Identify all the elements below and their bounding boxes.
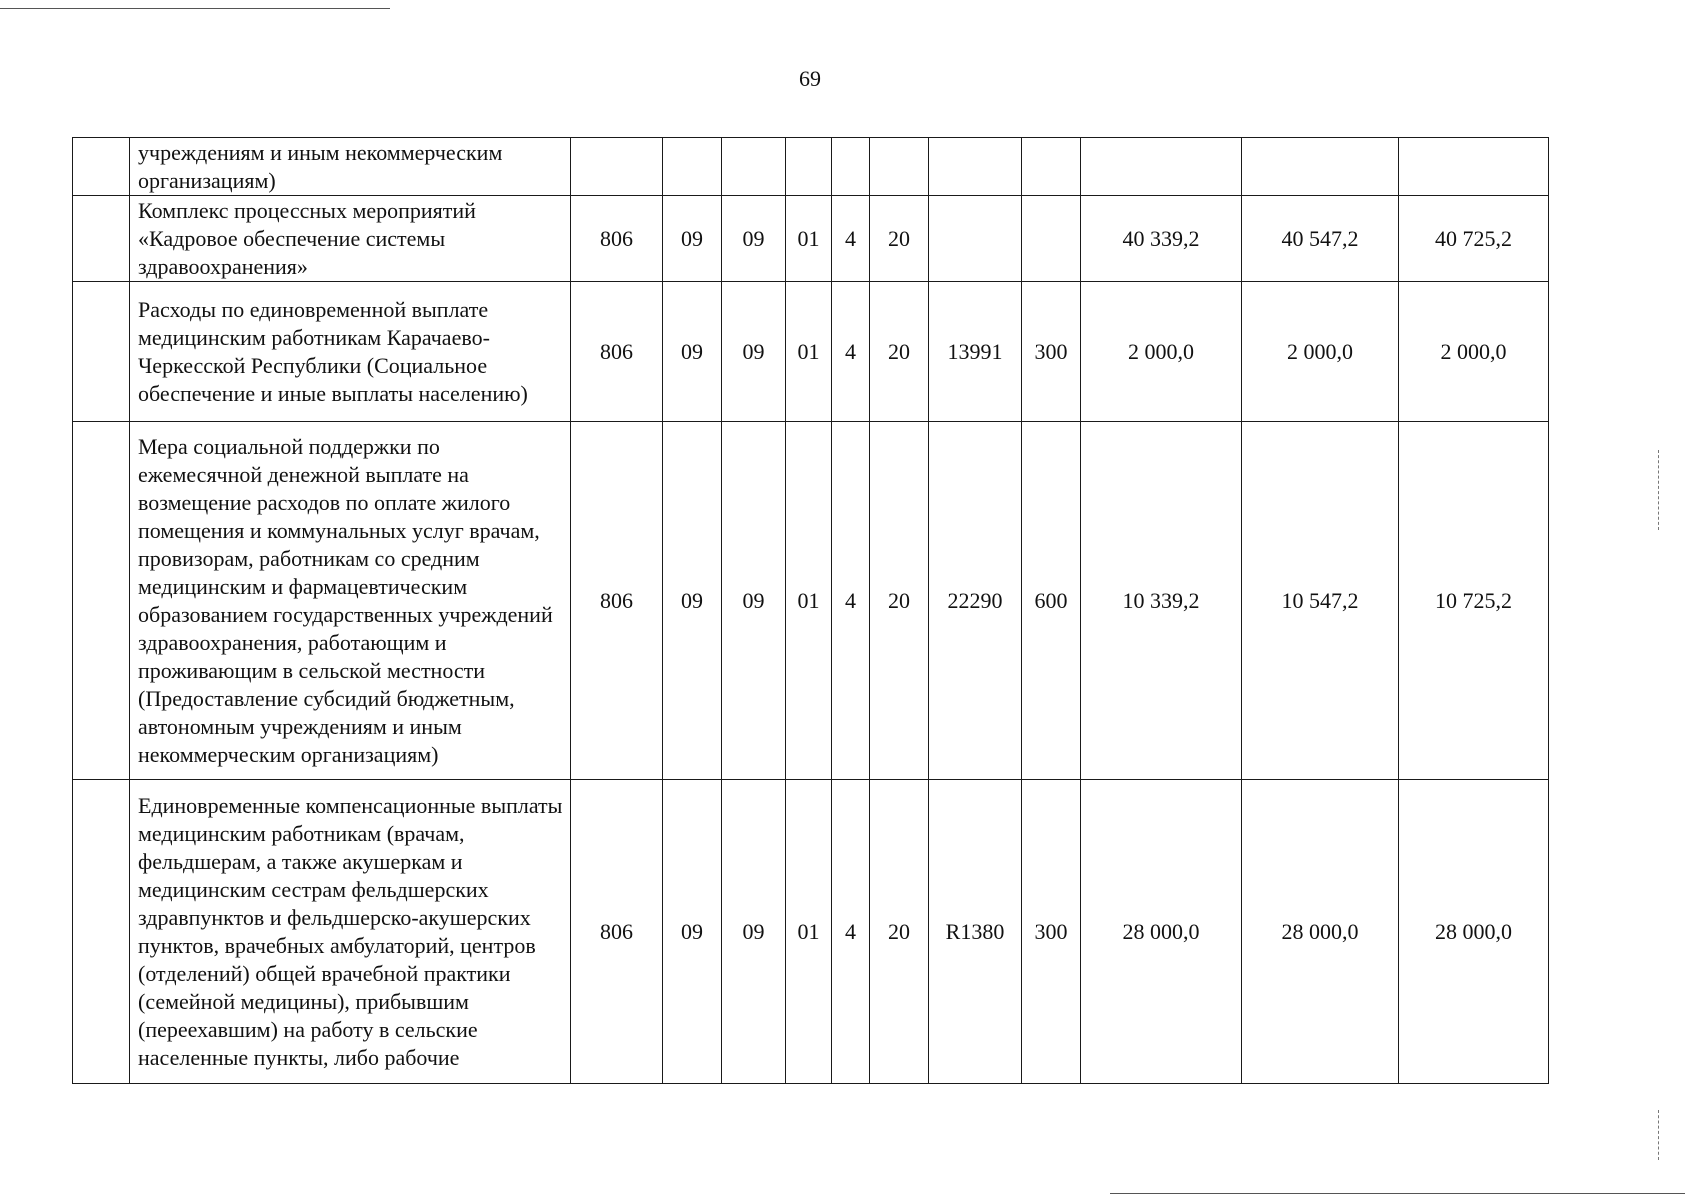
amount-year-2: 10 547,2 <box>1242 422 1399 780</box>
amount-year-1 <box>1081 138 1242 196</box>
code-type <box>832 138 870 196</box>
scan-mark-right-lower <box>1658 1110 1659 1160</box>
row-number-cell <box>73 422 130 780</box>
row-description: Единовременные компенсационные выплаты медицинским работникам (врачам, фельдшерам, а также акушеркам и медицинским сестрам фельдшерских здравпунктов и фельдшерско-акушерских пунктов, врачебных амбулаторий, центров (отделений) общей врачебной практики (семейной медицины), прибывшим (переехавшим) на работу в сельские населенные пункты, либо рабочие <box>130 780 571 1084</box>
table-row <box>73 196 1549 282</box>
amount-year-3 <box>1399 138 1549 196</box>
page-number: 69 <box>799 66 821 91</box>
row-number-cell <box>73 780 130 1084</box>
code-gov: 806 <box>571 422 663 780</box>
table-body <box>73 138 1549 1084</box>
table-row <box>73 138 1549 196</box>
code-direction <box>929 138 1022 196</box>
code-program: 01 <box>786 282 832 422</box>
row-number-cell <box>73 138 130 196</box>
code-section <box>663 138 722 196</box>
row-number-cell <box>73 196 130 282</box>
code-type: 4 <box>832 422 870 780</box>
amount-year-3: 10 725,2 <box>1399 422 1549 780</box>
code-section: 09 <box>663 422 722 780</box>
code-subsection: 09 <box>722 780 786 1084</box>
code-subsection: 09 <box>722 282 786 422</box>
code-subsection: 09 <box>722 422 786 780</box>
table-row <box>73 780 1549 1084</box>
amount-year-1: 40 339,2 <box>1081 196 1242 282</box>
scan-edge-bottom <box>1110 1193 1685 1194</box>
code-complex: 20 <box>870 282 929 422</box>
amount-year-2 <box>1242 138 1399 196</box>
code-direction: 22290 <box>929 422 1022 780</box>
code-section: 09 <box>663 780 722 1084</box>
code-complex: 20 <box>870 422 929 780</box>
code-gov: 806 <box>571 780 663 1084</box>
code-program: 01 <box>786 422 832 780</box>
budget-table <box>72 137 1549 1084</box>
amount-year-3: 40 725,2 <box>1399 196 1549 282</box>
code-program: 01 <box>786 196 832 282</box>
table-row <box>73 282 1549 422</box>
code-gov: 806 <box>571 282 663 422</box>
code-direction: 13991 <box>929 282 1022 422</box>
code-expense-type <box>1022 138 1081 196</box>
amount-year-1: 10 339,2 <box>1081 422 1242 780</box>
code-type: 4 <box>832 780 870 1084</box>
code-program: 01 <box>786 780 832 1084</box>
code-subsection <box>722 138 786 196</box>
code-direction <box>929 196 1022 282</box>
code-complex <box>870 138 929 196</box>
code-complex: 20 <box>870 196 929 282</box>
amount-year-2: 40 547,2 <box>1242 196 1399 282</box>
amount-year-2: 2 000,0 <box>1242 282 1399 422</box>
code-expense-type <box>1022 196 1081 282</box>
code-section: 09 <box>663 196 722 282</box>
code-type: 4 <box>832 196 870 282</box>
row-description: Расходы по единовременной выплате медицинским работникам Карачаево-Черкесской Республики (Социальное обеспечение и иные выплаты населению) <box>130 282 571 422</box>
code-expense-type: 300 <box>1022 282 1081 422</box>
row-description: Комплекс процессных мероприятий «Кадровое обеспечение системы здравоохранения» <box>130 196 571 282</box>
amount-year-3: 2 000,0 <box>1399 282 1549 422</box>
code-gov: 806 <box>571 196 663 282</box>
code-expense-type: 600 <box>1022 422 1081 780</box>
row-description: Мера социальной поддержки по ежемесячной денежной выплате на возмещение расходов по оплате жилого помещения и коммунальных услуг врачам, провизорам, работникам со средним медицинским и фармацевтическим образованием государственных учреждений здравоохранения, работающим и проживающим в сельской местности (Предоставление субсидий бюджетным, автономным учреждениям и иным некоммерческим организациям) <box>130 422 571 780</box>
code-gov <box>571 138 663 196</box>
amount-year-1: 2 000,0 <box>1081 282 1242 422</box>
amount-year-1: 28 000,0 <box>1081 780 1242 1084</box>
code-subsection: 09 <box>722 196 786 282</box>
row-description: учреждениям и иным некоммерческим организациям) <box>130 138 571 196</box>
code-type: 4 <box>832 282 870 422</box>
code-section: 09 <box>663 282 722 422</box>
amount-year-2: 28 000,0 <box>1242 780 1399 1084</box>
amount-year-3: 28 000,0 <box>1399 780 1549 1084</box>
code-complex: 20 <box>870 780 929 1084</box>
scan-mark-right <box>1658 450 1659 530</box>
row-number-cell <box>73 282 130 422</box>
code-expense-type: 300 <box>1022 780 1081 1084</box>
code-direction: R1380 <box>929 780 1022 1084</box>
scan-edge-top <box>0 8 390 9</box>
code-program <box>786 138 832 196</box>
table-row <box>73 422 1549 780</box>
